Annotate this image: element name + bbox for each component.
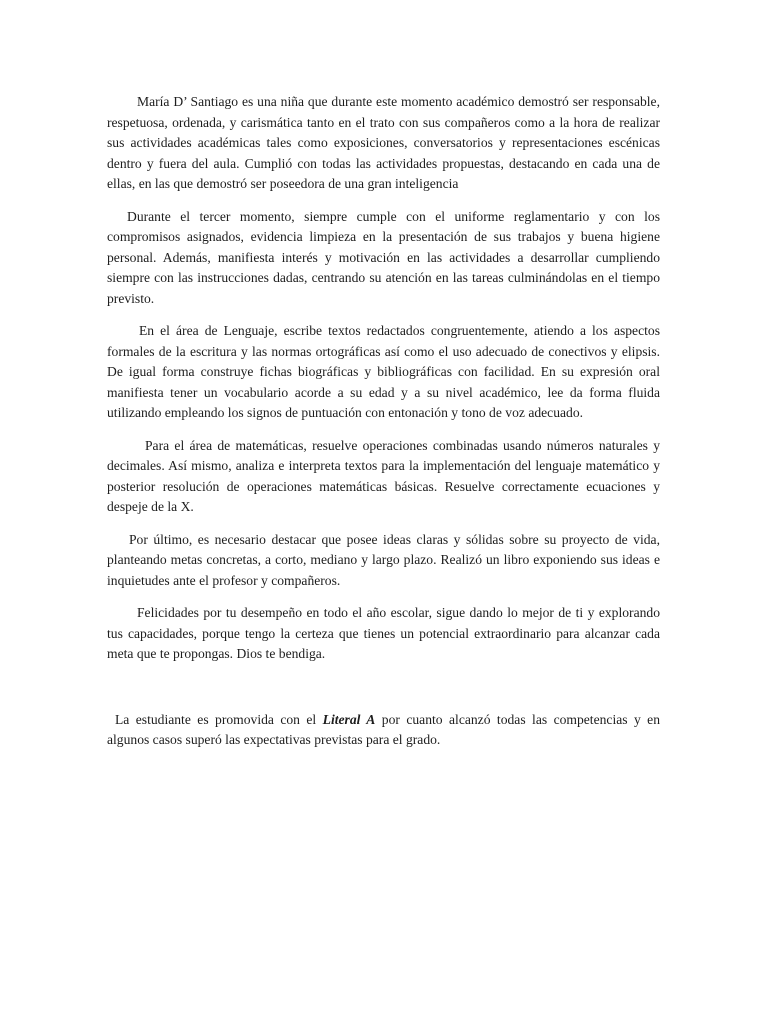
paragraph-third-moment: Durante el tercer momento, siempre cumple con el uniforme reglamentario y con los compromisos asignados, evidencia limpieza en la presentación de sus trabajos y buena higiene personal. Además, manifiesta interés y motivación en las actividades a desarrollar cumpliendo siempre con las instrucciones dadas, centrando su atención en las tareas culminándolas en el tiempo previsto. [107, 208, 660, 306]
document-page [107, 92, 660, 763]
literal-grade: Literal A [322, 711, 376, 727]
paragraph-mathematics: Para el área de matemáticas, resuelve operaciones combinadas usando números naturales y decimales. Así mismo, analiza e interpreta textos para la implementación del lenguaje matemático y posterior resolución de operaciones matemáticas básicas. Resuelve correctamente ecuaciones y despeje de la X. [107, 437, 660, 514]
paragraph-language: En el área de Lenguaje, escribe textos redactados congruentemente, atiendo a los aspectos formales de la escritura y las normas ortográficas así como el uso adecuado de conectivos y elipsis. De igual forma construye fichas biográficas y bibliográficas con facilidad. En su expresión oral manifiesta tener un vocabulario acorde a su edad y a su nivel académico, lee da forma fluida utilizando empleando los signos de puntuación con entonación y tono de voz adecuado. [107, 323, 660, 420]
promotion-text-after: por cuanto alcanzó todas las competencias y en algunos casos superó las expectativas previstas para el grado. [107, 711, 661, 747]
promotion-text-before: La estudiante es promovida con el [115, 711, 323, 727]
paragraph-life-project: Por último, es necesario destacar que posee ideas claras y sólidas sobre su proyecto de vida, planteando metas concretas, a corto, mediano y largo plazo. Realizó un libro exponiendo sus ideas e inquietudes ante el profesor y compañeros. [107, 531, 660, 588]
paragraph-intro: María D’ Santiago es una niña que durante este momento académico demostró ser responsable, respetuosa, ordenada, y carismática tanto en el trato con sus compañeros como a la hora de realizar sus actividades académicas tales como exposiciones, conversatorios y representaciones escénicas dentro y fuera del aula. Cumplió con todas las actividades propuestas, destacando en cada una de ellas, en las que demostró ser poseedora de una gran inteligencia [107, 94, 660, 191]
paragraph-congratulations: Felicidades por tu desempeño en todo el año escolar, sigue dando lo mejor de ti y explorando tus capacidades, porque tengo la certeza que tienes un potencial extraordinario para alcanzar cada meta que te propongas. Dios te bendiga. [107, 605, 660, 661]
promotion-statement [107, 710, 660, 751]
